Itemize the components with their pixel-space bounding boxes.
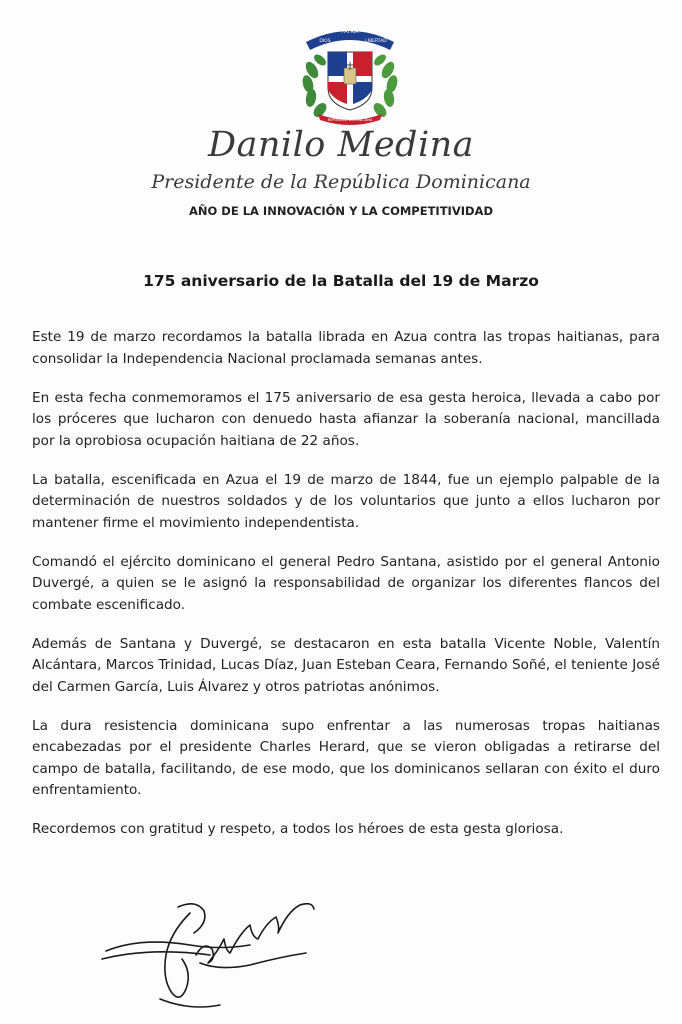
seal-ribbon-text: REPÚBLICA DOMINICANA (327, 118, 373, 122)
seal-motto-text: DIOS (319, 39, 331, 44)
coat-of-arms-icon (298, 18, 402, 126)
letterhead-name: Danilo Medina (207, 125, 475, 165)
seal-motto-text: LIBERTAD (365, 39, 387, 44)
body-paragraph: Comandó el ejército dominicano el general Pedro Santana, asistido por el general Antonio Duvergé, a quien se le asignó la responsabilidad de organizar los diferentes flancos del combate escenificado. (32, 553, 660, 613)
document-title: 175 aniversario de la Batalla del 19 de Marzo (143, 272, 539, 290)
seal-motto-text: PATRIA (341, 29, 359, 35)
closing-paragraph: Recordemos con gratitud y respeto, a todos los héroes de esta gesta gloriosa. (32, 821, 564, 837)
body-paragraph: Además de Santana y Duvergé, se destacaron en esta batalla Vicente Noble, Valentín Alcántara, Marcos Trinidad, Lucas Díaz, Juan Esteban Ceara, Fernando Soñé, el teniente José del Carmen García, Luis Álvarez y otros patriotas anónimos. (32, 635, 660, 695)
letterhead-role: Presidente de la República Dominicana (151, 171, 531, 193)
body-paragraph: En esta fecha conmemoramos el 175 aniversario de esa gesta heroica, llevada a cabo por los próceres que lucharon con denuedo hasta afianzar la soberanía nacional, mancillada por la oprobiosa ocupación haitiana de 22 años. (32, 389, 660, 449)
body-paragraph: La dura resistencia dominicana supo enfrentar a las numerosas tropas haitianas encabezadas por el presidente Charles Herard, que se vieron obligadas a retirarse del campo de batalla, facilitando, de ese modo, que los dominicanos sellaran con éxito el duro enfrentamiento. (32, 717, 660, 798)
year-motto: AÑO DE LA INNOVACIÓN Y LA COMPETITIVIDAD (188, 204, 493, 218)
document-body (32, 327, 660, 858)
body-paragraph: La batalla, escenificada en Azua el 19 de marzo de 1844, fue un ejemplo palpable de la determinación de nuestros soldados y de los voluntarios que junto a ellos lucharon por mantener firme el movimiento independentista. (32, 471, 660, 531)
body-paragraph: Este 19 de marzo recordamos la batalla librada en Azua contra las tropas haitianas, para consolidar la Independencia Nacional proclamada semanas antes. (32, 329, 660, 367)
signature-icon (100, 893, 320, 1024)
